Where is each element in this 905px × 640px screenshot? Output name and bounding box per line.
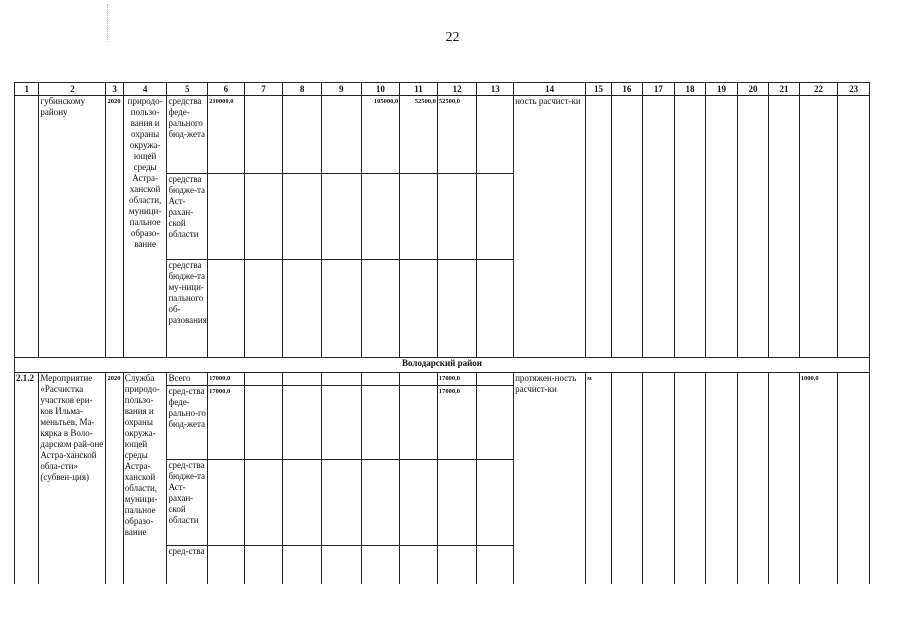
row-b-r4-col10	[361, 546, 400, 586]
row-b-r1-col11	[400, 373, 438, 386]
row-b-indicator: протяжен-ность расчист-ки	[514, 373, 586, 586]
row-b-r4-col13	[477, 546, 514, 586]
row-b-r3-col9	[321, 460, 361, 546]
row-a-r2-col11	[400, 174, 438, 260]
row-b-col19	[706, 373, 738, 586]
row-a-r3-col11	[400, 260, 438, 358]
row-b-r3-col10	[361, 460, 400, 546]
row-a-source-regional: средства бюдже-та Аст-рахан-ской области	[167, 174, 208, 260]
page-bottom-margin	[0, 584, 905, 640]
row-b-r1-col7	[244, 373, 283, 386]
row-a-source-municipal: средства бюдже-та му-ници-пального об-разования	[167, 260, 208, 358]
row-b-r4-col7	[244, 546, 283, 586]
row-a-col8	[283, 96, 322, 174]
row-b-source-municipal: сред-ства	[167, 546, 208, 586]
col-num-2: 2	[39, 83, 106, 96]
row-b-r1-col10	[361, 373, 400, 386]
row-a-col13	[477, 96, 514, 174]
column-number-row	[15, 83, 870, 96]
row-a-federal	[15, 96, 870, 174]
row-b-r3-col11	[400, 460, 438, 546]
row-a-col12: 52500,0	[437, 96, 477, 174]
row-b-r4-col8	[283, 546, 322, 586]
page-number: 22	[445, 30, 460, 45]
section-row	[15, 358, 870, 373]
row-a-r2-col8	[283, 174, 322, 260]
row-a-col16	[611, 96, 643, 358]
row-a-col21	[769, 96, 799, 358]
row-a-col15	[586, 96, 611, 358]
row-a-executor: природо-пользо-вания и охраны окружа-ющей среды Астра-ханской области, муници-пальное образо-вание	[123, 96, 167, 358]
row-a-col18	[674, 96, 706, 358]
row-a-col6: 210000,0	[208, 96, 245, 174]
row-b-source-regional: сред-ства бюдже-та Аст-рахан-ской области	[167, 460, 208, 546]
col-num-3: 3	[106, 83, 123, 96]
row-a-year: 2020	[106, 96, 123, 358]
row-b-col18	[674, 373, 706, 586]
row-b-r1-col9	[321, 373, 361, 386]
col-num-20: 20	[737, 83, 769, 96]
col-num-21: 21	[769, 83, 799, 96]
col-num-12: 12	[437, 83, 477, 96]
col-num-10: 10	[361, 83, 400, 96]
row-a-col10: 105000,0	[361, 96, 400, 174]
row-b-col6-total: 17000,0	[208, 373, 245, 386]
row-a-r3-col9	[321, 260, 361, 358]
row-b-col23	[838, 373, 870, 586]
col-num-5: 5	[167, 83, 208, 96]
row-b-name: Мероприятие «Расчистка участков ери-ков Ильма-меньтьев, Ма-кярка в Воло-дарском рай-оне Астра-ханской обла-сти» (субвен-ция)	[39, 373, 106, 586]
row-b-col16	[611, 373, 643, 586]
col-num-6: 6	[208, 83, 245, 96]
col-num-17: 17	[643, 83, 675, 96]
row-a-r2-col7	[244, 174, 283, 260]
row-b-r2-col7	[244, 386, 283, 460]
row-b-r3-col13	[477, 460, 514, 546]
row-a-col22	[799, 96, 838, 358]
col-num-7: 7	[244, 83, 283, 96]
row-a-col23	[838, 96, 870, 358]
col-num-14: 14	[514, 83, 586, 96]
col-num-1: 1	[15, 83, 39, 96]
row-b-year: 2020	[106, 373, 123, 586]
row-a-indicator: ность расчист-ки	[514, 96, 586, 358]
row-a-col17	[643, 96, 675, 358]
row-a-r3-col7	[244, 260, 283, 358]
col-num-16: 16	[611, 83, 643, 96]
row-b-r2-col13	[477, 386, 514, 460]
row-b-r1-col8	[283, 373, 322, 386]
row-b-r3-col12	[437, 460, 477, 546]
row-a-col9	[321, 96, 361, 174]
row-b-source-total: Всего	[167, 373, 208, 386]
row-b-number: 2.1.2	[15, 373, 39, 586]
row-a-number	[15, 96, 39, 358]
col-num-23: 23	[838, 83, 870, 96]
row-a-r3-col13	[477, 260, 514, 358]
row-b-r4-col12	[437, 546, 477, 586]
row-a-r2-col9	[321, 174, 361, 260]
row-a-col20	[737, 96, 769, 358]
row-b-col21	[769, 373, 799, 586]
row-b-r3-col8	[283, 460, 322, 546]
section-title: Володарский район	[15, 358, 870, 373]
row-b-r1-col13	[477, 373, 514, 386]
row-a-r3-col12	[437, 260, 477, 358]
row-b-r4-col6	[208, 546, 245, 586]
row-a-col19	[706, 96, 738, 358]
col-num-13: 13	[477, 83, 514, 96]
row-b-col12-total: 17000,0	[437, 373, 477, 386]
col-num-18: 18	[674, 83, 706, 96]
col-num-9: 9	[321, 83, 361, 96]
col-num-22: 22	[799, 83, 838, 96]
row-b-r4-col11	[400, 546, 438, 586]
row-b-r2-col11	[400, 386, 438, 460]
row-a-source-federal: средства феде-рального бюд-жета	[167, 96, 208, 174]
row-b-col22: 1000,0	[799, 373, 838, 586]
row-b-unit: м	[586, 373, 611, 586]
program-table	[14, 82, 870, 586]
row-a-col11: 52500,0	[400, 96, 438, 174]
row-a-col7	[244, 96, 283, 174]
row-b-r3-col7	[244, 460, 283, 546]
row-a-r2-col6	[208, 174, 245, 260]
row-a-r3-col6	[208, 260, 245, 358]
row-b-source-federal: сред-ства феде-рально-го бюд-жета	[167, 386, 208, 460]
col-num-15: 15	[586, 83, 611, 96]
row-b-r3-col6	[208, 460, 245, 546]
row-a-r3-col8	[283, 260, 322, 358]
col-num-4: 4	[123, 83, 167, 96]
row-a-r2-col13	[477, 174, 514, 260]
row-a-r2-col12	[437, 174, 477, 260]
row-b-r2-col10	[361, 386, 400, 460]
row-b-col17	[643, 373, 675, 586]
row-a-name: губинскому району	[39, 96, 106, 358]
row-b-col6-fed: 17000,0	[208, 386, 245, 460]
row-b-r2-col9	[321, 386, 361, 460]
row-b-r4-col9	[321, 546, 361, 586]
row-a-r2-col10	[361, 174, 400, 260]
row-b-total	[15, 373, 870, 386]
col-num-11: 11	[400, 83, 438, 96]
row-b-col20	[737, 373, 769, 586]
col-num-8: 8	[283, 83, 322, 96]
row-b-executor: Служба природо-пользо-вания и охраны окружа-ющей среды Астра-ханской области, муници-пальное образо-вание	[123, 373, 167, 586]
row-b-col12-fed: 17000,0	[437, 386, 477, 460]
col-num-19: 19	[706, 83, 738, 96]
row-a-r3-col10	[361, 260, 400, 358]
row-b-r2-col8	[283, 386, 322, 460]
